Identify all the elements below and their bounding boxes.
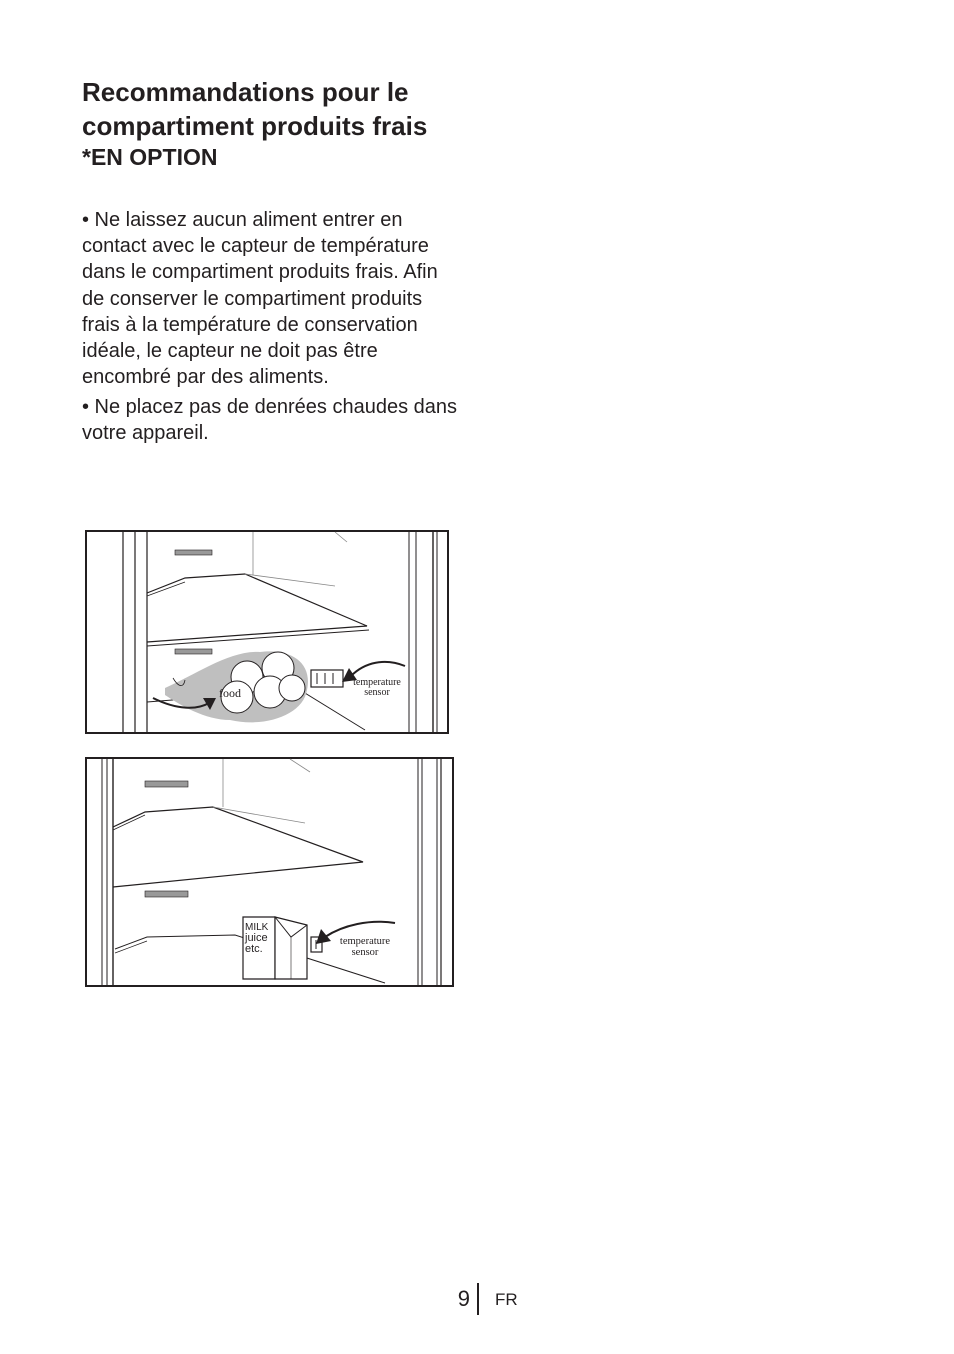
- sensor-label-line1: temperature: [339, 936, 391, 947]
- fridge-carton-sensor-illustration: [85, 757, 454, 987]
- page-number: 9: [457, 1286, 470, 1311]
- option-subtitle: *EN OPTION: [82, 144, 218, 170]
- footer-divider: [477, 1283, 479, 1315]
- food-label: food: [219, 686, 241, 700]
- carton-label-juice: juice: [245, 932, 268, 944]
- language-code: FR: [495, 1290, 518, 1309]
- bullet-hot-food: • Ne placez pas de denrées chaudes dans votre appareil.: [82, 396, 458, 445]
- bullet-sensor-contact: • Ne laissez aucun aliment entrer en contact avec le capteur de température dans le compartiment produits frais. Afin de conserver le compartiment produits frais à la température de conservation idéale, le capteur ne doit pas être encombré par des aliments.: [82, 209, 438, 389]
- carton-label-milk: MILK: [245, 922, 269, 933]
- sensor-label-line2: sensor: [364, 687, 390, 698]
- page-title-line1: Recommandations pour le: [82, 77, 409, 107]
- fridge-food-sensor-illustration: [85, 530, 449, 734]
- page-title-line2: compartiment produits frais: [82, 111, 428, 141]
- carton-label-etc: etc.: [245, 943, 263, 955]
- sensor-label-line1: temperature: [353, 677, 401, 688]
- page-title: [82, 75, 502, 143]
- sensor-label-line2: sensor: [351, 947, 379, 958]
